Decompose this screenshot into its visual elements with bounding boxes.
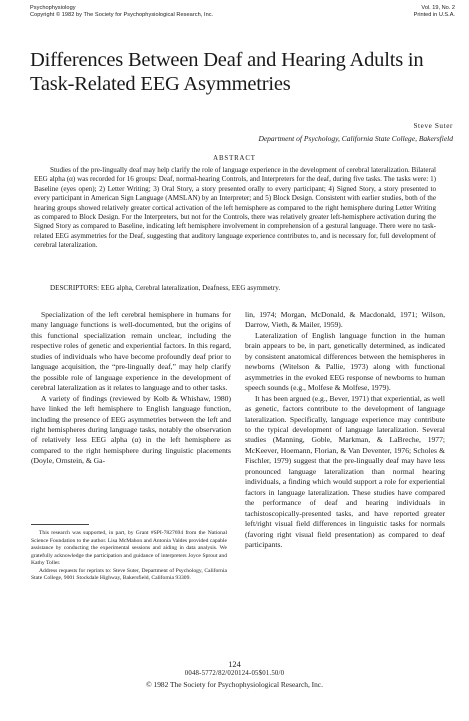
footnote-divider (31, 524, 89, 525)
author-name: Steve Suter (413, 122, 453, 130)
author-affiliation: Department of Psychology, California State College, Bakersfield (258, 134, 453, 143)
abstract-text: Studies of the pre-lingually deaf may help clarify the role of language experience in the development of cerebral lateralization. Bilateral EEG alpha (α) was recorded for 16 groups: Deaf, normal-hearing Controls, and Interpreters for the deaf, during five tasks. The tasks were: 1) Baseline (eyes open); 2) Letter Writing; 3) Oral Story, a story presented orally to every participant; 4) Signed Story, a story presented to every participant in American Sign Language (AMSLAN) by an Interpreter; and 5) Block Design. Consistent with earlier studies, both of the hearing groups showed relatively greater cortical activation of the left hemisphere as compared to the right hemisphere during Letter Writing as compared to Block Design. For the Interpreters, but not for the Controls, there was relatively greater left-hemisphere activation during the Signed Story as compared to Baseline, indicating left hemisphere involvement in comprehension of a gestural language. There were no task-related EEG asymmetries for the Deaf, suggesting that auditory language experience contributes to, and is necessary for, full development of cerebral lateralization. (34, 166, 436, 250)
copyright-notice: © 1982 The Society for Psychophysiological Research, Inc. (146, 680, 323, 689)
footnote-acknowledgment: This research was supported, in part, by Grant #SPI-7827694 from the National Science Foundation to the author. Lisa McMahon and Antonia Valdes provided capable assistance by conducting the experimental sessions and aiding in data analysis. We gratefully acknowledge the participation and guidance of interpreters Joyce Sprout and Kathy Toller. (31, 530, 227, 567)
article-title-line-2: Task-Related EEG Asymmetries (30, 73, 291, 95)
body-paragraph: A variety of findings (reviewed by Kolb & Whishaw, 1980) have linked the left hemisphere to English language function, including the presence of EEG asymmetries between the left and right hemispheres during language tasks, notably the observation of relatively less EEG alpha (α) in the left hemisphere as compared to the right hemisphere during linguistic placements (Doyle, Ornstein, & Ga- (31, 393, 231, 466)
body-paragraph: Specialization of the left cerebral hemisphere in humans for many language functions is well-documented, but the origins of this functional specialization remain unclear, including the respective roles of genetic and experiential factors. In this regard, studies of individuals who have become profoundly deaf prior to language acquisition, the “pre-lingually deaf,” may help clarify the possible role of language experience in the development of cerebral lateralization as it relates to language and to other tasks. (31, 310, 231, 393)
footnotes (31, 530, 227, 583)
article-code: 0048-5772/82/020124-05$01.50/0 (184, 670, 285, 677)
descriptors: DESCRIPTORS: EEG alpha, Cerebral lateralization, Deafness, EEG asymmetry. (50, 284, 281, 292)
body-column-left (31, 310, 231, 467)
body-paragraph: It has been argued (e.g., Bever, 1971) that experiential, as well as genetic, factors contribute to the development of language lateralization. Specifically, language experience may contribute to the typical development of language lateralization. Several studies (Manning, Goble, Markman, & LaBreche, 1977; McKeever, Hoemann, Florian, & Van Deventer, 1976; Scholes & Fischler, 1979) suggest that the pre-lingually deaf may have less pronounced language lateralization than normal hearing individuals, a finding which would support a role for experiential factors in language lateralization. These studies have compared the performance of deaf and hearing individuals in tachistoscopically-presented tasks, and have reported greater left/right visual field differences in linguistic tasks for normals (favoring right visual field presentation) as compared to deaf participants. (245, 393, 445, 549)
running-header-left (30, 5, 213, 20)
page-number: 124 (228, 660, 241, 669)
running-header-right (414, 5, 455, 20)
journal-name: Psychophysiology (30, 5, 76, 11)
article-title (30, 48, 450, 96)
body-paragraph: lin, 1974; Morgan, McDonald, & Macdonald, 1971; Wilson, Darrow, Vieth, & Mailer, 1959). (245, 310, 445, 330)
article-title-line-1: Differences Between Deaf and Hearing Adults in (30, 49, 424, 71)
journal-copyright-line: Copyright © 1982 by The Society for Psychophysiological Research, Inc. (30, 12, 214, 19)
abstract-heading: ABSTRACT (213, 155, 256, 162)
body-column-right (245, 310, 445, 550)
printed-location: Printed in U.S.A. (413, 12, 455, 19)
body-paragraph: Lateralization of English language function in the human brain appears to be, in part, genetically determined, as indicated by consistent anatomical differences between the hemispheres in newborns (Witelson & Pallie, 1973) along with functional asymmetries in the evoked EEG response of newborns to human speech sounds (e.g., Molfese & Molfese, 1979). (245, 330, 445, 393)
footnote-reprint-address: Address requests for reprints to: Steve Suter, Department of Psychology, California State College, 9001 Stockdale Highway, Bakersfield, California 93309. (31, 567, 227, 582)
volume-info: Vol. 19, No. 2 (421, 5, 455, 11)
